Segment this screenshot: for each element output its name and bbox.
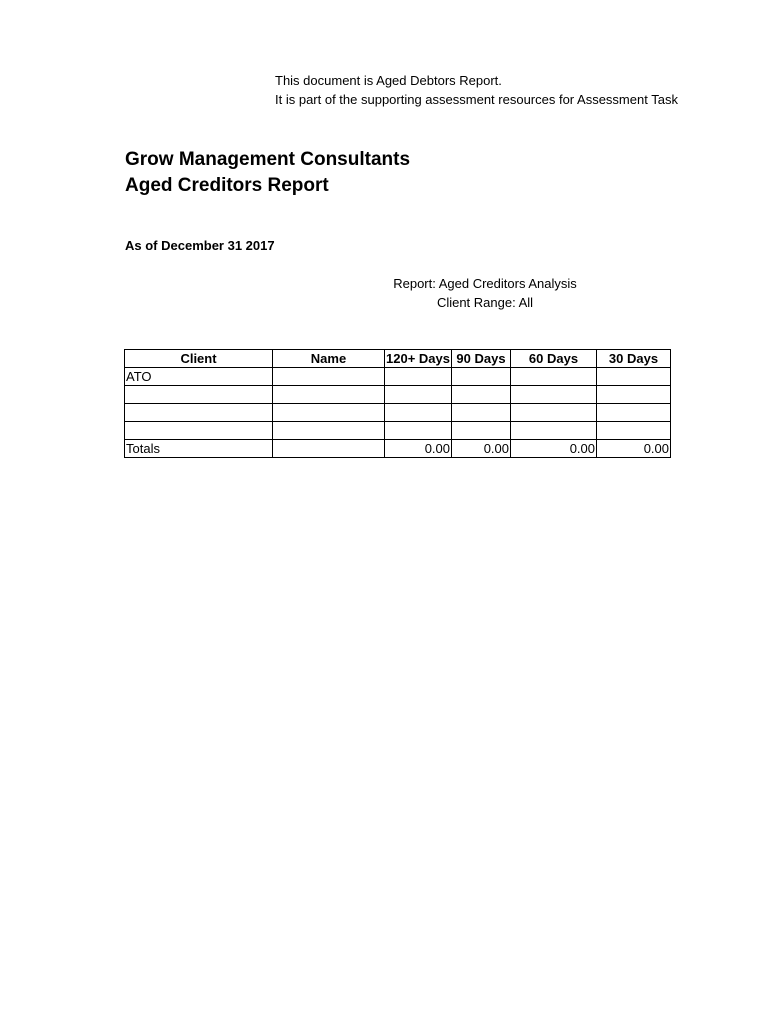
cell-90-days xyxy=(452,422,511,440)
company-name: Grow Management Consultants xyxy=(125,149,411,170)
report-name: Report: Aged Creditors Analysis xyxy=(393,276,577,291)
cell-total-30-days: 0.00 xyxy=(597,440,671,458)
cell-120-days xyxy=(385,368,452,386)
aged-creditors-table xyxy=(124,349,671,458)
cell-total-90-days: 0.00 xyxy=(452,440,511,458)
cell-120-days xyxy=(385,386,452,404)
table-header-row xyxy=(125,350,671,368)
table-row xyxy=(125,386,671,404)
cell-client xyxy=(125,422,273,440)
column-header-120-days: 120+ Days xyxy=(386,351,450,366)
cell-30-days xyxy=(597,404,671,422)
cell-client xyxy=(125,386,273,404)
cell-90-days xyxy=(452,404,511,422)
cell-client: ATO xyxy=(125,368,273,386)
client-range: Client Range: All xyxy=(436,295,534,310)
notice-line-1: This document is Aged Debtors Report. xyxy=(275,73,502,88)
cell-client xyxy=(125,404,273,422)
cell-30-days xyxy=(597,368,671,386)
document-notice xyxy=(275,71,680,109)
table-row xyxy=(125,368,671,386)
cell-totals-label: Totals xyxy=(125,440,273,458)
notice-line-2: It is part of the supporting assessment resources for Assessment Task xyxy=(275,92,678,107)
cell-total-60-days: 0.00 xyxy=(511,440,597,458)
as-of-date: As of December 31 2017 xyxy=(125,238,275,253)
report-meta xyxy=(380,274,590,312)
cell-name xyxy=(273,404,385,422)
cell-60-days xyxy=(511,404,597,422)
report-header xyxy=(125,147,410,199)
column-header-name: Name xyxy=(273,350,385,368)
column-header-client: Client xyxy=(125,350,273,368)
cell-30-days xyxy=(597,422,671,440)
cell-90-days xyxy=(452,386,511,404)
report-title: Aged Creditors Report xyxy=(125,175,329,196)
cell-name xyxy=(273,440,385,458)
cell-120-days xyxy=(385,404,452,422)
column-header-90-days: 90 Days xyxy=(452,350,511,368)
cell-name xyxy=(273,386,385,404)
table-row xyxy=(125,404,671,422)
column-header-60-days: 60 Days xyxy=(511,350,597,368)
table-row xyxy=(125,422,671,440)
totals-row xyxy=(125,440,671,458)
cell-90-days xyxy=(452,368,511,386)
cell-30-days xyxy=(597,386,671,404)
cell-total-120-days: 0.00 xyxy=(385,440,452,458)
column-header-30-days: 30 Days xyxy=(597,350,671,368)
cell-60-days xyxy=(511,368,597,386)
cell-name xyxy=(273,422,385,440)
cell-60-days xyxy=(511,386,597,404)
cell-60-days xyxy=(511,422,597,440)
cell-120-days xyxy=(385,422,452,440)
cell-name xyxy=(273,368,385,386)
